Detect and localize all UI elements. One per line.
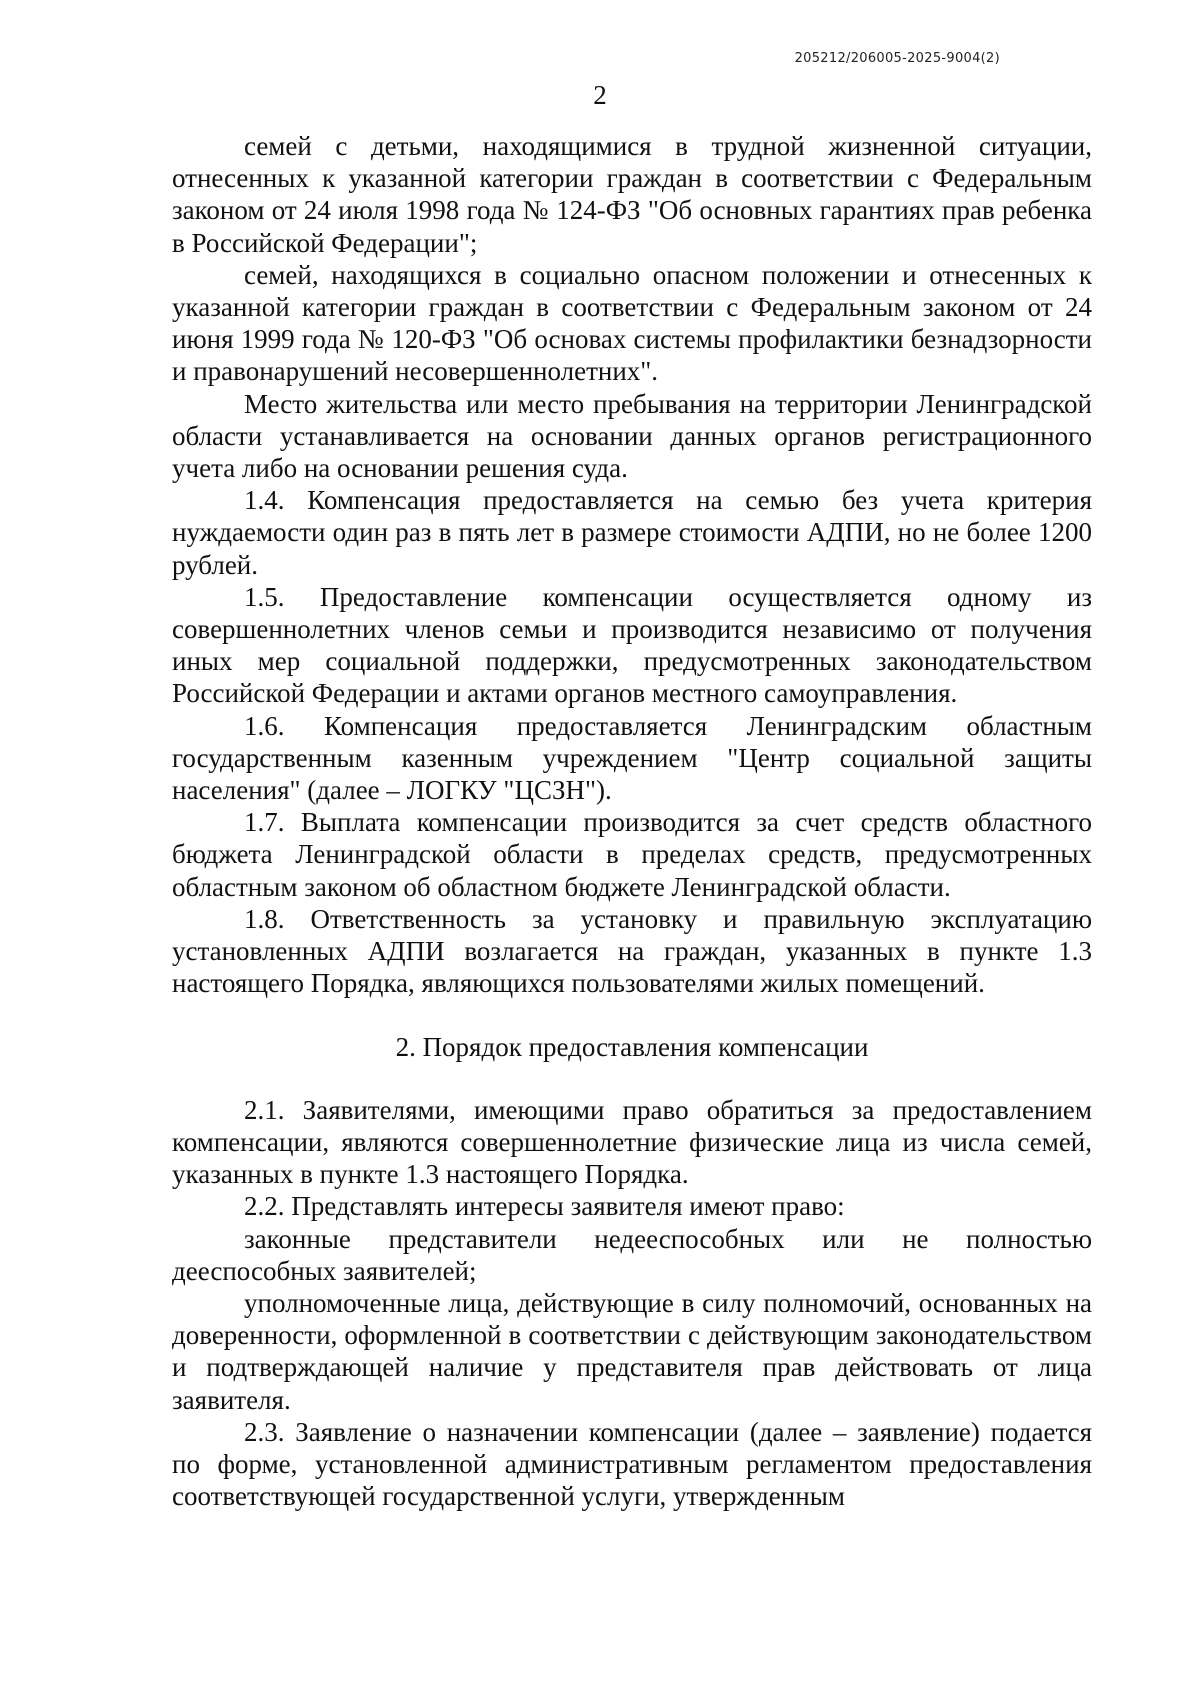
section-heading: 2. Порядок предоставления компенсации	[395, 1032, 869, 1063]
paragraph-1-4: 1.4. Компенсация предоставляется на семью без учета критерия нуждаемости один раз в пять лет в размере стоимости АДПИ, но не более 1200 рублей.	[172, 485, 1092, 580]
page-number: 2	[593, 80, 607, 110]
paragraph-authorized-persons: уполномоченные лица, действующие в силу полномочий, основанных на доверенности, оформленной в соответствии с действующим законодательством и подтверждающей наличие у представителя прав действовать от лица заявителя.	[172, 1287, 1092, 1415]
paragraph-residence: Место жительства или место пребывания на территории Ленинградской области устанавливается на основании данных органов регистрационного учета либо на основании решения суда.	[172, 388, 1092, 484]
paragraph-1-7: 1.7. Выплата компенсации производится за счет средств областного бюджета Ленинградской области в пределах средств, предусмотренных областным законом об областном бюджете Ленинградской области.	[172, 807, 1092, 902]
paragraph-1-6: 1.6. Компенсация предоставляется Ленинградским областным государственным казенным учреждением "Центр социальной защиты населения" (далее – ЛОГКУ "ЦСЗН").	[172, 710, 1092, 806]
paragraph-families-children: семей с детьми, находящимися в трудной жизненной ситуации, отнесенных к указанной категории граждан в соответствии с Федеральным законом от 24 июля 1998 года № 124-ФЗ "Об основных гарантиях прав ребенка в Российской Федерации";	[172, 131, 1092, 258]
paragraph-2-1: 2.1. Заявителями, имеющими право обратиться за предоставлением компенсации, являются совершеннолетние физические лица из числа семей, указанных в пункте 1.3 настоящего Порядка.	[172, 1094, 1092, 1190]
paragraph-1-5: 1.5. Предоставление компенсации осуществляется одному из совершеннолетних членов семьи и производится независимо от получения иных мер социальной поддержки, предусмотренных законодательством Российской Федерации и актами органов местного самоуправления.	[172, 581, 1092, 709]
paragraph-2-2: 2.2. Представлять интересы заявителя имеют право:	[244, 1191, 845, 1222]
paragraph-1-8: 1.8. Ответственность за установку и правильную эксплуатацию установленных АДПИ возлагается на граждан, указанных в пункте 1.3 настоящего Порядка, являющихся пользователями жилых помещений.	[172, 903, 1092, 999]
document-body	[172, 130, 1092, 1512]
paragraph-legal-representatives: законные представители недееспособных или не полностью дееспособных заявителей;	[172, 1223, 1092, 1286]
paragraph-families-danger: семей, находящихся в социально опасном положении и отнесенных к указанной категории граждан в соответствии с Федеральным законом от 24 июня 1999 года № 120-ФЗ "Об основах системы профилактики безнадзорности и правонарушений несовершеннолетних".	[172, 259, 1092, 387]
paragraph-2-3: 2.3. Заявление о назначении компенсации (далее – заявление) подается по форме, установленной административным регламентом предоставления соответствующей государственной услуги, утвержденным	[172, 1416, 1092, 1512]
document-id: 205212/206005-2025-9004(2)	[794, 51, 1000, 66]
